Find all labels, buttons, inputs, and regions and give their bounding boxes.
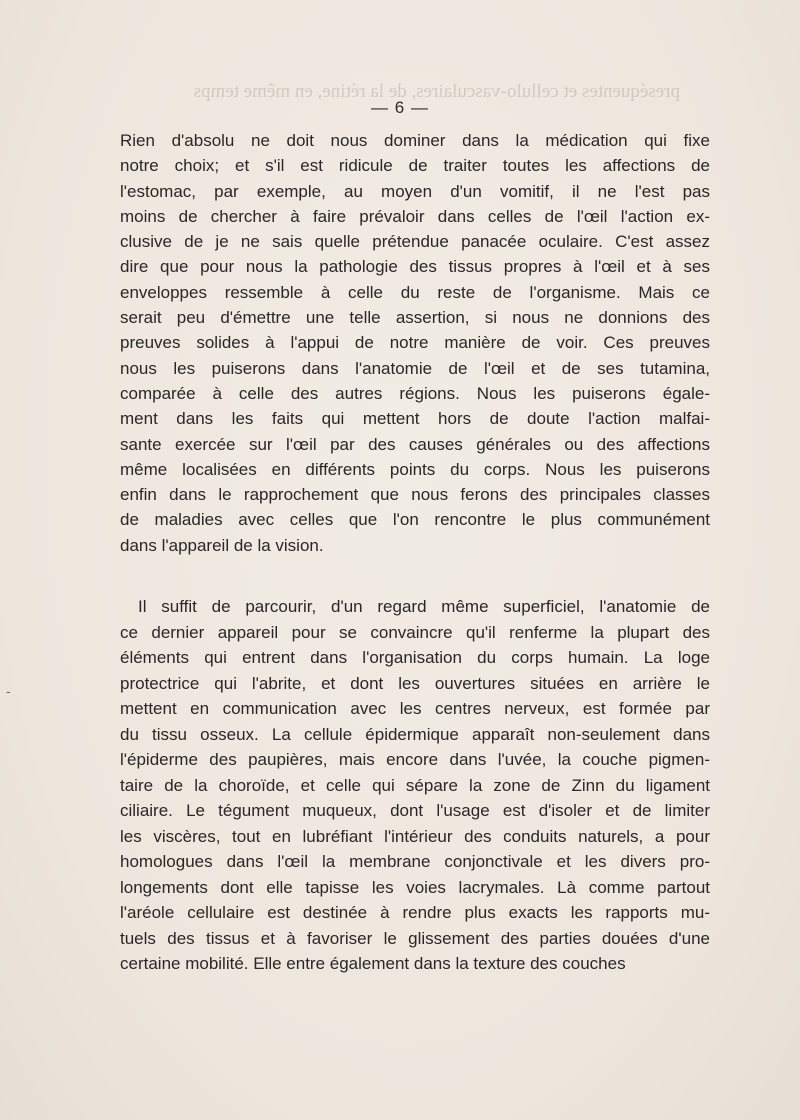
text-line: enfin dans le rapprochement que nous ferons des principales classes [120, 485, 710, 505]
text-line: taire de la choroïde, et celle qui sépare la zone de Zinn du ligament [120, 775, 710, 795]
text-line: les viscères, tout en lubréfiant l'intérieur des conduits naturels, a pour [120, 826, 710, 846]
text-line: éléments qui entrent dans l'organisation du corps humain. La loge [120, 648, 710, 667]
text-line: tuels des tissus et à favoriser le glissement des parties douées d'une [120, 928, 710, 948]
text-line: l'aréole cellulaire est destinée à rendre plus exacts les rapports mu- [120, 903, 710, 922]
margin-mark: - [6, 683, 11, 699]
text-line: du tissu osseux. La cellule épidermique apparaît non-seulement dans [120, 724, 710, 744]
text-line: mettent en communication avec les centres nerveux, est formée par [120, 699, 710, 718]
text-line: preuves solides à l'appui de notre manière de voir. Ces preuves [120, 333, 710, 353]
text-line: homologues dans l'œil la membrane conjonctivale et les divers pro- [120, 852, 710, 871]
text-line: dans l'appareil de la vision. [120, 535, 324, 555]
text-line: protectrice qui l'abrite, et dont les ouvertures situées en arrière le [120, 673, 710, 693]
text-line: ce dernier appareil pour se convaincre qu'il renferme la plupart des [120, 622, 710, 642]
text-line: de maladies avec celles que l'on rencontre le plus communément [120, 510, 710, 530]
text-line: clusive de je ne sais quelle prétendue panacée oculaire. C'est assez [120, 232, 710, 252]
page-number: — 6 — [371, 98, 429, 117]
text-line: certaine mobilité. Elle entre également dans la texture des couches [120, 954, 626, 973]
text-line: ment dans les faits qui mettent hors de doute l'action malfai- [120, 409, 710, 429]
text-line: comparée à celle des autres régions. Nous les puiserons égale- [120, 383, 710, 403]
paragraph-1 [120, 128, 710, 558]
text-line: enveloppes ressemble à celle du reste de l'organisme. Mais ce [120, 282, 710, 302]
text-line: l'épiderme des paupières, mais encore dans l'uvée, la couche pigmen- [120, 750, 710, 769]
text-line: notre choix; et s'il est ridicule de traiter toutes les affections de [120, 156, 710, 176]
text-line: ciliaire. Le tégument muqueux, dont l'usage est d'isoler et de limiter [120, 801, 710, 820]
show-through-text: preséquentes et cellulo-vasculaires, de la rétine, en même temps [193, 82, 680, 102]
text-line: dire que pour nous la pathologie des tissus propres à l'œil et à ses [120, 257, 710, 277]
text-line: longements dont elle tapisse les voies lacrymales. Là comme partout [120, 877, 710, 897]
text-line: l'estomac, par exemple, au moyen d'un vomitif, il ne l'est pas [120, 181, 710, 201]
text-line: même localisées en différents points du corps. Nous les puiserons [120, 459, 710, 479]
text-line: Il suffit de parcourir, d'un regard même superficiel, l'anatomie de [138, 597, 710, 616]
text-line: nous les puiserons dans l'anatomie de l'œil et de ses tutamina, [120, 358, 710, 378]
text-line: serait peu d'émettre une telle assertion, si nous ne donnions des [120, 308, 710, 328]
text-line: sante exercée sur l'œil par des causes générales ou des affections [120, 434, 710, 454]
text-line: Rien d'absolu ne doit nous dominer dans la médication qui fixe [120, 131, 710, 150]
paragraph-2 [120, 594, 710, 977]
text-line: moins de chercher à faire prévaloir dans celles de l'œil l'action ex- [120, 206, 710, 226]
